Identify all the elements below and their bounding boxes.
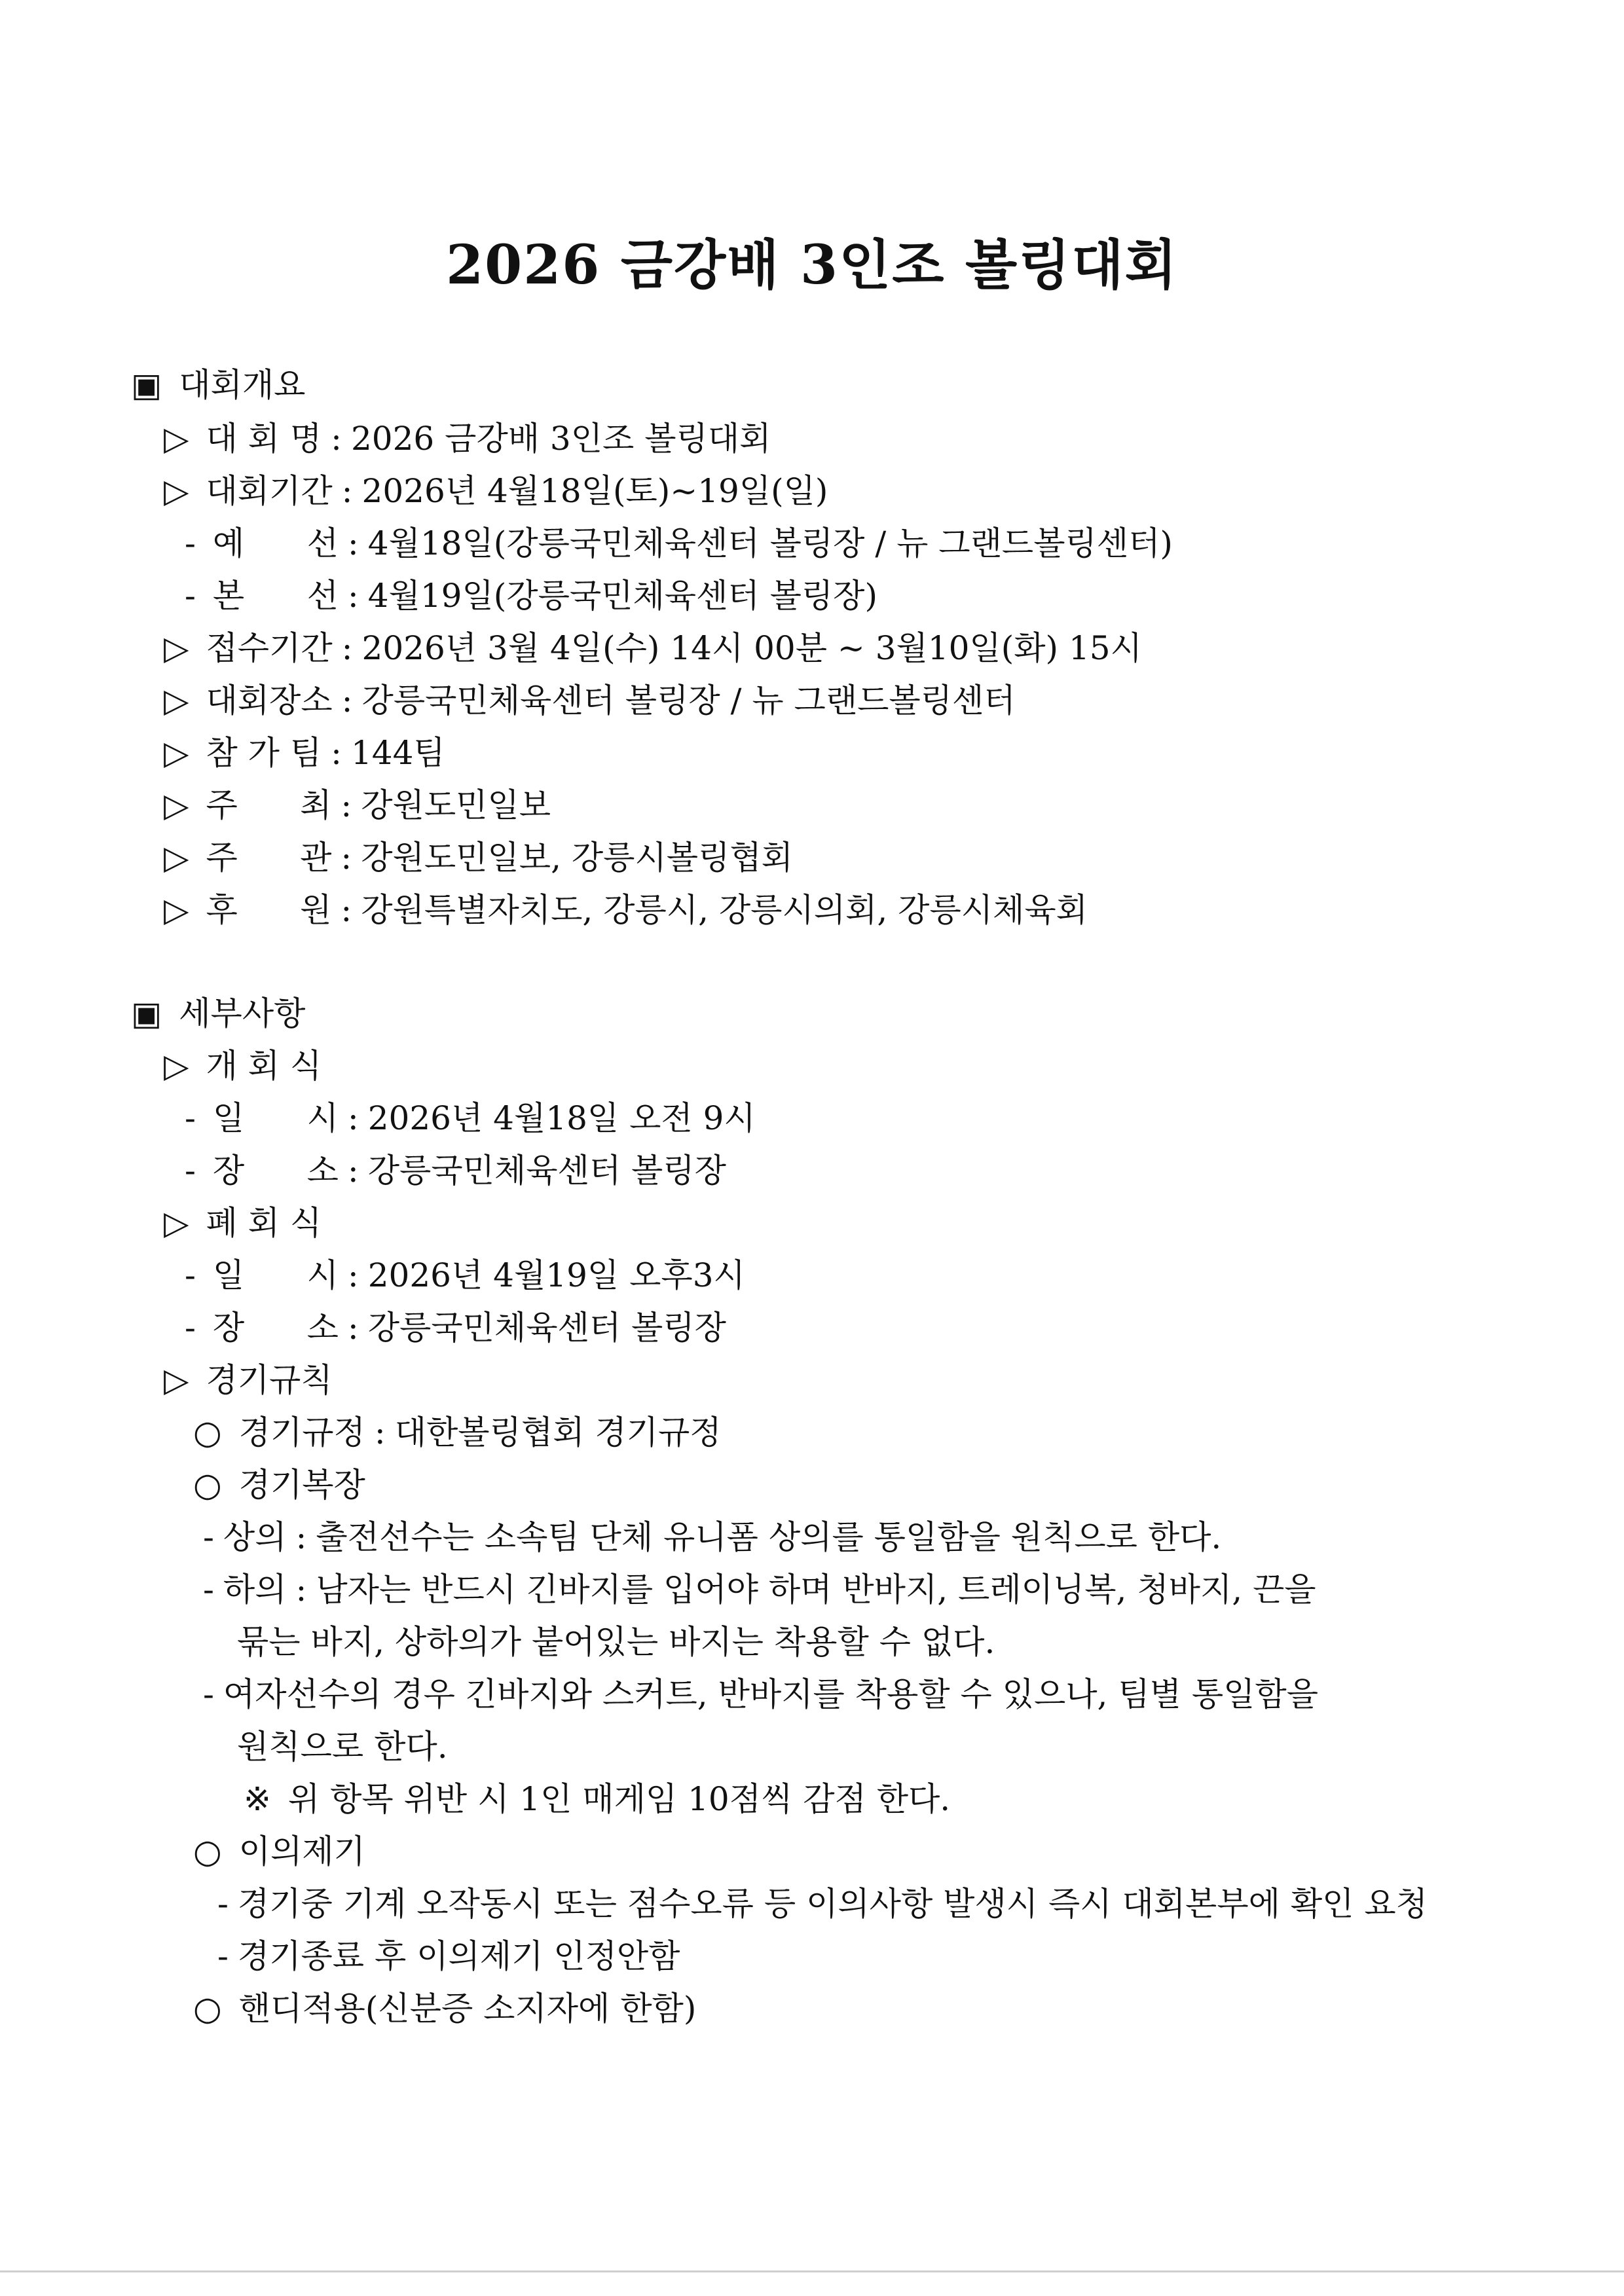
triangle-bullet-icon: ▷ <box>164 682 189 720</box>
overview-item-teams: ▷ 참 가 팀 : 144팀 <box>164 734 445 772</box>
rules-heading: ▷ 경기규칙 <box>164 1361 333 1399</box>
dash-bullet: - <box>185 1256 196 1294</box>
document-title: 2026 금강배 3인조 볼링대회 <box>446 234 1178 297</box>
dash-bullet: - <box>217 1937 229 1975</box>
triangle-bullet-icon: ▷ <box>164 786 189 824</box>
handicap-item: ○ 핸디적용(신분증 소지자에 한함) <box>193 1990 697 2028</box>
dash-bullet: - <box>185 1309 196 1347</box>
triangle-bullet-icon: ▷ <box>164 1361 189 1399</box>
overview-item-registration: ▷ 접수기간 : 2026년 3월 4일(수) 14시 00분 ~ 3월10일(화) 15시 <box>164 629 1142 667</box>
overview-heading: 대회개요 <box>179 366 306 404</box>
triangle-bullet-icon: ▷ <box>164 1047 189 1085</box>
section-heading-overview <box>131 365 305 405</box>
attire-women: - 여자선수의 경우 긴바지와 스커트, 반바지를 착용할 수 있으나, 팀별 통일함을 <box>203 1675 1319 1713</box>
overview-item-sponsor: ▷ 후 원 : 강원특별자치도, 강릉시, 강릉시의회, 강릉시체육회 <box>164 891 1088 929</box>
overview-item-name: ▷ 대 회 명 : 2026 금강배 3인조 볼링대회 <box>164 420 771 458</box>
opening-time: - 일 시 : 2026년 4월18일 오전 9시 <box>185 1099 756 1137</box>
closing-place: - 장 소 : 강릉국민체육센터 볼링장 <box>185 1309 726 1347</box>
objection-heading: ○ 이의제기 <box>193 1832 365 1870</box>
objection-item-2: - 경기종료 후 이의제기 인정안함 <box>217 1937 680 1975</box>
dash-bullet: - <box>203 1675 214 1713</box>
triangle-bullet-icon: ▷ <box>164 629 189 667</box>
triangle-bullet-icon: ▷ <box>164 734 189 772</box>
closing-ceremony-heading: ▷ 폐 회 식 <box>164 1204 322 1242</box>
circle-bullet-icon: ○ <box>193 1990 222 2028</box>
overview-item-final: - 본 선 : 4월19일(강릉국민체육센터 볼링장) <box>185 577 877 615</box>
reference-mark-icon: ※ <box>244 1780 271 1818</box>
attire-bottom: - 하의 : 남자는 반드시 긴바지를 입어야 하며 반바지, 트레이닝복, 청바지, 끈을 <box>203 1571 1316 1609</box>
overview-item-period: ▷ 대회기간 : 2026년 4월18일(토)~19일(일) <box>164 472 828 510</box>
dash-bullet: - <box>217 1885 229 1923</box>
triangle-bullet-icon: ▷ <box>164 1204 189 1242</box>
dash-bullet: - <box>185 577 196 615</box>
triangle-bullet-icon: ▷ <box>164 420 189 458</box>
dash-bullet: - <box>185 1099 196 1137</box>
closing-time: - 일 시 : 2026년 4월19일 오후3시 <box>185 1256 745 1294</box>
attire-bottom-continued: 묶는 바지, 상하의가 붙어있는 바지는 착용할 수 없다. <box>237 1623 995 1661</box>
attire-heading: ○ 경기복장 <box>193 1466 365 1504</box>
triangle-bullet-icon: ▷ <box>164 472 189 510</box>
dash-bullet: - <box>185 524 196 562</box>
opening-ceremony-heading: ▷ 개 회 식 <box>164 1047 322 1085</box>
opening-place: - 장 소 : 강릉국민체육센터 볼링장 <box>185 1152 726 1190</box>
rules-regulation: ○ 경기규정 : 대한볼링협회 경기규정 <box>193 1413 722 1451</box>
details-heading: 세부사항 <box>179 994 306 1032</box>
scan-bottom-edge <box>0 2270 1624 2272</box>
section-marker-icon: ▣ <box>131 994 162 1032</box>
attire-women-continued: 원칙으로 한다. <box>237 1728 448 1766</box>
section-marker-icon: ▣ <box>131 366 162 404</box>
triangle-bullet-icon: ▷ <box>164 839 189 877</box>
circle-bullet-icon: ○ <box>193 1413 222 1451</box>
attire-top: - 상의 : 출전선수는 소속팀 단체 유니폼 상의를 통일함을 원칙으로 한다. <box>203 1518 1222 1556</box>
objection-item-1: - 경기중 기계 오작동시 또는 점수오류 등 이의사항 발생시 즉시 대회본부에 확인 요청 <box>217 1885 1428 1923</box>
triangle-bullet-icon: ▷ <box>164 891 189 929</box>
overview-item-organizer: ▷ 주 관 : 강원도민일보, 강릉시볼링협회 <box>164 839 793 877</box>
overview-item-venue: ▷ 대회장소 : 강릉국민체육센터 볼링장 / 뉴 그랜드볼링센터 <box>164 682 1016 720</box>
overview-item-prelim: - 예 선 : 4월18일(강릉국민체육센터 볼링장 / 뉴 그랜드볼링센터) <box>185 524 1173 562</box>
overview-item-host: ▷ 주 최 : 강원도민일보 <box>164 786 551 824</box>
section-heading-details <box>131 994 305 1033</box>
dash-bullet: - <box>185 1152 196 1190</box>
dash-bullet: - <box>203 1518 214 1556</box>
dash-bullet: - <box>203 1571 214 1609</box>
attire-penalty-note: ※ 위 항목 위반 시 1인 매게임 10점씩 감점 한다. <box>244 1780 951 1818</box>
circle-bullet-icon: ○ <box>193 1466 222 1504</box>
circle-bullet-icon: ○ <box>193 1832 222 1870</box>
